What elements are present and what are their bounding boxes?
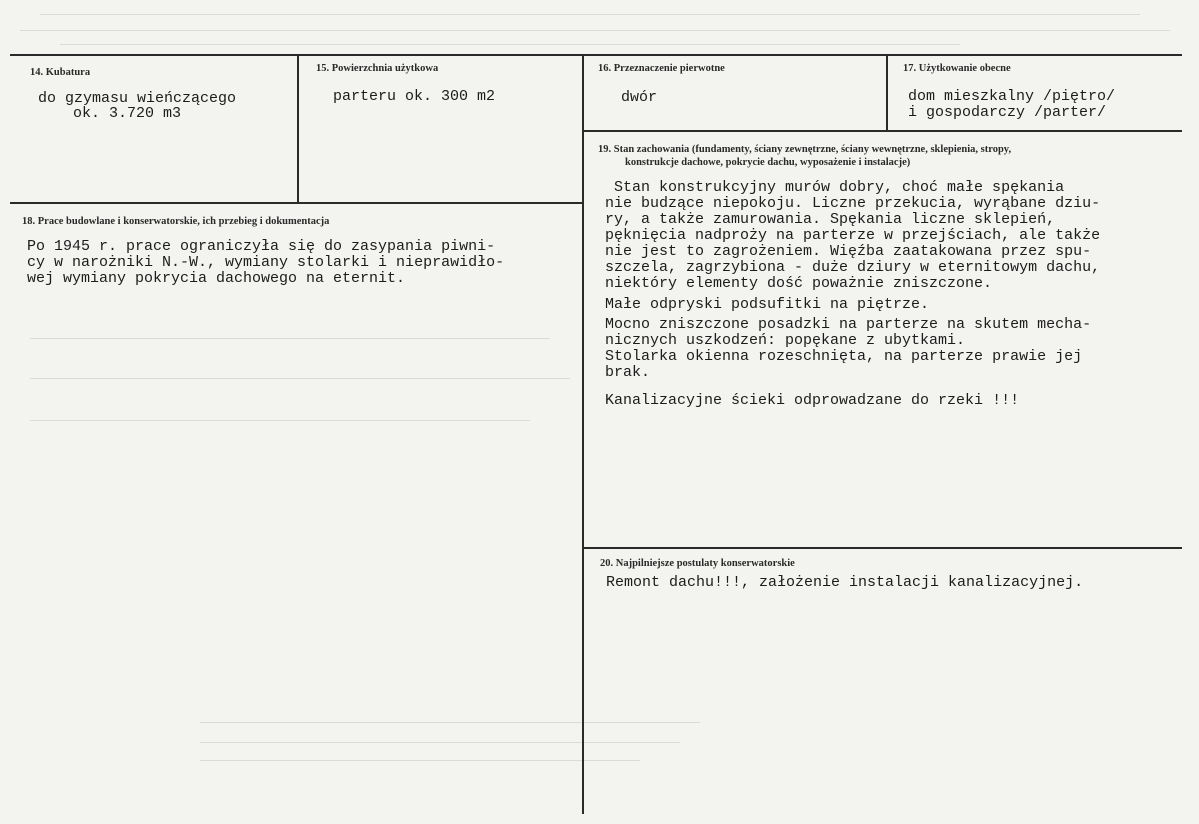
section-14-label: 14. Kubatura — [30, 67, 91, 78]
section-19-line-6: szczela, zagrzybiona - duże dziury w eternitowym dachu, — [605, 259, 1101, 276]
show-through-line — [60, 44, 960, 45]
rule-below-16-17 — [582, 130, 1182, 132]
show-through-line — [30, 378, 570, 379]
section-16-label: 16. Przeznaczenie pierwotne — [598, 63, 725, 74]
section-19-line-5: nie jest to zagrożeniem. Więźba zaatakowana przez spu- — [605, 243, 1092, 260]
center-divider — [582, 54, 584, 814]
section-19-line-12: brak. — [605, 364, 651, 381]
section-19-line-9: Mocno zniszczone posadzki na parterze na skutem mecha- — [605, 316, 1092, 333]
section-19-line-14: Kanalizacyjne ścieki odprowadzane do rzeki !!! — [605, 392, 1020, 409]
section-19-line-3: ry, a także zamurowania. Spękania liczne sklepień, — [605, 211, 1056, 228]
section-19-line-1: Stan konstrukcyjny murów dobry, choć małe spękania — [614, 179, 1065, 196]
show-through-line — [20, 30, 1170, 31]
show-through-line — [200, 760, 640, 761]
section-20-value: Remont dachu!!!, założenie instalacji kanalizacyjnej. — [606, 574, 1084, 591]
section-17-value-line1: dom mieszkalny /piętro/ — [908, 88, 1116, 105]
section-19-label-line1: 19. Stan zachowania (fundamenty, ściany zewnętrzne, ściany wewnętrzne, sklepienia, stropy, — [598, 144, 1012, 155]
section-19-line-8: Małe odpryski podsufitki na piętrze. — [605, 296, 930, 313]
show-through-line — [200, 722, 700, 723]
show-through-line — [30, 420, 530, 421]
top-rule — [10, 54, 1182, 56]
show-through-line — [30, 338, 550, 339]
section-15-value: parteru ok. 300 m2 — [333, 88, 496, 105]
show-through-line — [200, 742, 680, 743]
section-18-label: 18. Prace budowlane i konserwatorskie, ich przebieg i dokumentacja — [22, 216, 330, 227]
section-19-line-11: Stolarka okienna rozeschnięta, na parterze prawie jej — [605, 348, 1083, 365]
section-18-value-line2: cy w narożniki N.-W., wymiany stolarki i nieprawidło- — [27, 254, 505, 271]
rule-below-14-15 — [10, 202, 583, 204]
show-through-line — [40, 14, 1140, 15]
section-15-label: 15. Powierzchnia użytkowa — [316, 63, 439, 74]
section-18-value-line3: wej wymiany pokrycia dachowego na eternit. — [27, 270, 406, 287]
section-19-line-4: pęknięcia nadproży na parterze w przejściach, ale także — [605, 227, 1101, 244]
divider-14-15 — [297, 54, 299, 202]
section-19-label-line2: konstrukcje dachowe, pokrycie dachu, wyposażenie i instalacje) — [625, 157, 911, 168]
section-19-line-2: nie budzące niepokoju. Liczne przekucia, wyrąbane dziu- — [605, 195, 1101, 212]
section-19-line-7: niektóry elementy dość poważnie zniszczone. — [605, 275, 993, 292]
section-17-value-line2: i gospodarczy /parter/ — [908, 104, 1107, 121]
section-20-label: 20. Najpilniejsze postulaty konserwatorskie — [600, 558, 795, 569]
section-19-line-10: nicznych uszkodzeń: popękane z ubytkami. — [605, 332, 966, 349]
rule-above-20 — [582, 547, 1182, 549]
section-17-label: 17. Użytkowanie obecne — [903, 63, 1011, 74]
section-18-value-line1: Po 1945 r. prace ograniczyła się do zasypania piwni- — [27, 238, 496, 255]
section-16-value: dwór — [621, 89, 658, 106]
section-14-value-line2: ok. 3.720 m3 — [73, 105, 182, 122]
section-14-value-line1: do gzymasu wieńczącego — [38, 90, 237, 107]
divider-16-17 — [886, 54, 888, 130]
